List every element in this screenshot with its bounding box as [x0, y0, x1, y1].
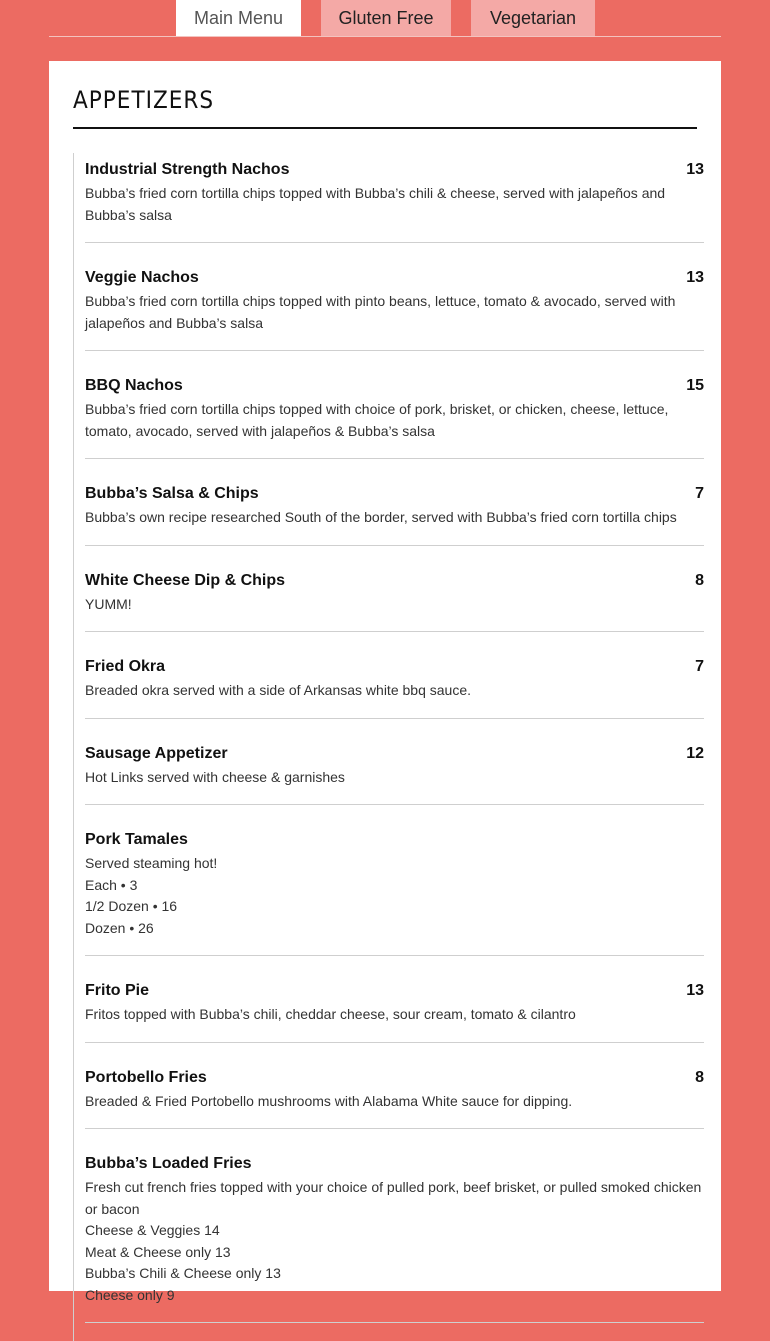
menu-card — [49, 61, 721, 1303]
menu-item-header — [85, 657, 704, 677]
menu-item-price: 7 — [695, 485, 704, 502]
menu-item-header — [85, 376, 704, 396]
menu-item-description: YUMM! — [85, 595, 132, 612]
menu-item-price: 13 — [686, 982, 704, 999]
menu-item-description: Bubba’s fried corn tortilla chips topped with Bubba’s chili & cheese, served with jalapeños and Bubba’s salsa — [85, 185, 666, 223]
menu-item-name: Veggie Nachos — [85, 269, 199, 286]
menu-item-name: Pork Tamales — [85, 831, 188, 848]
menu-item-header — [85, 160, 704, 180]
section-title-rule — [73, 127, 697, 129]
menu-item-description: Fresh cut french fries topped with your choice of pulled pork, beef brisket, or pulled smoked chicken or bacon — [85, 1179, 702, 1217]
menu-item-name: BBQ Nachos — [85, 377, 183, 394]
menu-item-header — [85, 981, 704, 1001]
menu-item-price: 8 — [695, 1068, 704, 1086]
menu-item-name: White Cheese Dip & Chips — [85, 571, 286, 589]
tab-main-menu[interactable]: Main Menu — [176, 0, 301, 36]
menu-item-name: Fried Okra — [85, 658, 166, 675]
menu-item-name: Portobello Fries — [85, 1068, 207, 1086]
menu-item — [85, 369, 704, 459]
menu-item — [85, 564, 704, 633]
menu-item-price: 13 — [686, 269, 704, 286]
menu-item-price: 15 — [686, 377, 704, 394]
menu-item-header — [85, 744, 704, 764]
menu-item-header — [85, 268, 704, 288]
menu-item — [85, 650, 704, 719]
menu-item-option: Cheese only 9 — [85, 1286, 175, 1303]
menu-item-header — [85, 571, 704, 591]
menu-item-name: Bubba’s Salsa & Chips — [85, 485, 259, 502]
menu-item-name: Sausage Appetizer — [85, 744, 228, 762]
menu-item-description: Fritos topped with Bubba’s chili, cheddar cheese, sour cream, tomato & cilantro — [85, 1006, 576, 1022]
menu-item-description: Breaded okra served with a side of Arkansas white bbq sauce. — [85, 682, 471, 698]
menu-item — [85, 737, 704, 806]
menu-item — [85, 1147, 704, 1323]
menu-item-price: 7 — [695, 658, 704, 675]
menu-item-header — [85, 484, 704, 504]
section-title: APPETIZERS — [73, 86, 215, 114]
tab-vegetarian[interactable]: Vegetarian — [471, 0, 595, 36]
menu-item — [85, 823, 704, 956]
menu-item-price: 12 — [686, 744, 704, 762]
menu-item-list — [73, 153, 704, 1341]
menu-item-option: Bubba’s Chili & Cheese only 13 — [85, 1265, 281, 1281]
menu-item-header — [85, 1154, 704, 1174]
menu-item-name: Industrial Strength Nachos — [85, 161, 290, 178]
menu-item-option: Meat & Cheese only 13 — [85, 1243, 231, 1260]
menu-item-description: Bubba’s fried corn tortilla chips topped with pinto beans, lettuce, tomato & avocado, served with jalapeños and Bubba’s salsa — [85, 293, 676, 331]
menu-item-header — [85, 1068, 704, 1088]
menu-item — [85, 1061, 704, 1130]
menu-item-option: Dozen • 26 — [85, 919, 154, 936]
menu-item — [85, 153, 704, 243]
menu-item — [85, 261, 704, 351]
menu-item-price: 8 — [695, 571, 704, 589]
menu-item-description: Breaded & Fried Portobello mushrooms with Alabama White sauce for dipping. — [85, 1092, 573, 1109]
menu-item-option: Each • 3 — [85, 876, 138, 893]
menu-item-description: Bubba’s fried corn tortilla chips topped with choice of pork, brisket, or chicken, cheese, lettuce, tomato, avocado, served with jalapeños & Bubba’s salsa — [85, 401, 669, 439]
menu-item-price: 13 — [686, 161, 704, 178]
menu-item-header — [85, 830, 704, 850]
menu-tabs — [49, 0, 721, 37]
menu-item-description: Bubba’s own recipe researched South of the border, served with Bubba’s fried corn tortilla chips — [85, 509, 677, 525]
menu-item — [85, 477, 704, 546]
tab-gluten-free[interactable]: Gluten Free — [321, 0, 451, 36]
menu-item — [85, 974, 704, 1043]
menu-item-description: Hot Links served with cheese & garnishes — [85, 768, 345, 785]
menu-item-name: Frito Pie — [85, 982, 150, 999]
menu-item-option: 1/2 Dozen • 16 — [85, 898, 178, 914]
menu-item-description: Served steaming hot! — [85, 855, 218, 871]
menu-item-name: Bubba’s Loaded Fries — [85, 1155, 252, 1172]
menu-item-option: Cheese & Veggies 14 — [85, 1222, 220, 1238]
